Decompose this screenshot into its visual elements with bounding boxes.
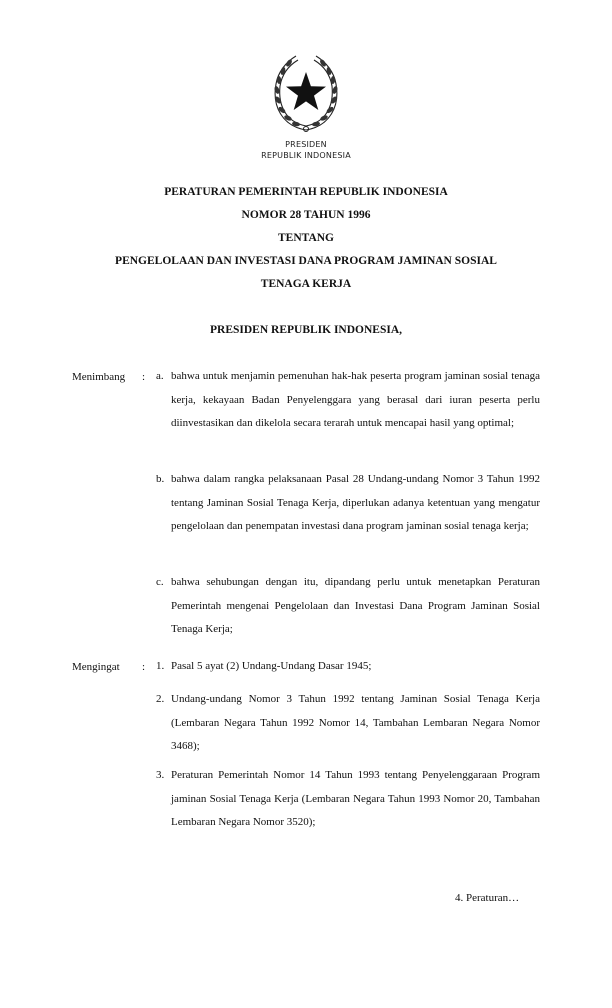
item-marker: 1. xyxy=(156,660,165,672)
emblem-caption-republik: REPUBLIK INDONESIA xyxy=(261,151,351,160)
regulation-number: NOMOR 28 TAHUN 1996 xyxy=(241,209,371,221)
item-marker: 2. xyxy=(156,693,165,705)
mengingat-item-1 xyxy=(156,655,540,679)
regulation-subject-line1: PENGELOLAAN DAN INVESTASI DANA PROGRAM JAMINAN SOSIAL xyxy=(115,255,497,267)
menimbang-item-b xyxy=(156,468,540,539)
menimbang-item-c xyxy=(156,571,540,642)
mengingat-item-2 xyxy=(156,688,540,759)
item-text: bahwa sehubungan dengan itu, dipandang perlu untuk menetapkan Peraturan Pemerintah mengenai Pengelolaan dan Investasi Dana Program Jaminan Sosial Tenaga Kerja; xyxy=(171,576,540,635)
mengingat-label: Mengingat xyxy=(72,661,120,673)
item-text: Peraturan Pemerintah Nomor 14 Tahun 1993 tentang Penyelenggaraan Program jaminan Sosial Tenaga Kerja (Lembaran Negara Tahun 1993 Nomor 20, Tambahan Lembaran Negara Nomor 3520); xyxy=(171,769,540,828)
item-text: bahwa untuk menjamin pemenuhan hak-hak peserta program jaminan sosial tenaga kerja, kekayaan Badan Penyelenggara yang berasal dari iuran peserta perlu diinvestasikan dan dikelola secara terarah untuk mencapai hasil yang optimal; xyxy=(171,370,540,429)
regulation-subject-line2: TENAGA KERJA xyxy=(260,278,352,290)
menimbang-label: Menimbang xyxy=(72,371,126,383)
item-text: Pasal 5 ayat (2) Undang-Undang Dasar 1945; xyxy=(171,660,372,672)
item-marker: b. xyxy=(156,473,165,485)
menimbang-item-a xyxy=(156,365,540,436)
regulation-title: PERATURAN PEMERINTAH REPUBLIK INDONESIA xyxy=(164,186,448,198)
item-marker: c. xyxy=(156,576,164,588)
presidential-emblem-icon xyxy=(268,50,344,136)
item-marker: a. xyxy=(156,370,164,382)
issuer-heading: PRESIDEN REPUBLIK INDONESIA, xyxy=(209,324,403,336)
mengingat-item-3 xyxy=(156,764,540,835)
mengingat-colon: : xyxy=(142,661,146,673)
page-continuation-reference: 4. Peraturan… xyxy=(455,892,520,904)
item-text: Undang-undang Nomor 3 Tahun 1992 tentang Jaminan Sosial Tenaga Kerja (Lembaran Negara Tahun 1992 Nomor 14, Tambahan Lembaran Negara Nomor 3468); xyxy=(171,693,540,752)
item-text: bahwa dalam rangka pelaksanaan Pasal 28 Undang-undang Nomor 3 Tahun 1992 tentang Jaminan Sosial Tenaga Kerja, diperlukan adanya ketentuan yang mengatur pengelolaan dan penempatan investasi dana program jaminan sosial tenaga kerja; xyxy=(171,473,540,532)
item-marker: 3. xyxy=(156,769,165,781)
regulation-about-label: TENTANG xyxy=(277,232,335,244)
menimbang-colon: : xyxy=(142,371,146,383)
emblem-caption-presiden: PRESIDEN xyxy=(285,140,327,149)
